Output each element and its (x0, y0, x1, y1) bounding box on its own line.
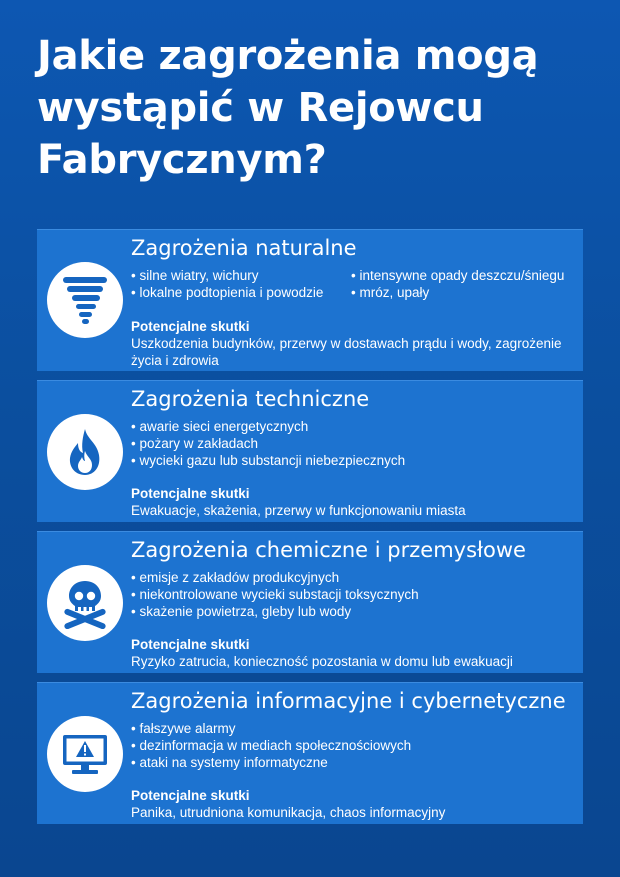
tornado-icon (61, 274, 109, 326)
effects-label: Potencjalne skutki (131, 637, 250, 652)
hazard-list (131, 569, 419, 620)
list-item: • emisje z zakładów produkcyjnych (131, 569, 419, 586)
skull-crossbones-icon (59, 577, 111, 629)
effects-label: Potencjalne skutki (131, 788, 250, 803)
list-item: • lokalne podtopienia i powodzie (131, 284, 323, 301)
list-item: • skażenie powietrza, gleby lub wody (131, 603, 419, 620)
skull-crossbones-icon-badge (47, 565, 123, 641)
hazard-list-col1 (131, 267, 323, 301)
list-item: • pożary w zakładach (131, 435, 405, 452)
tornado-icon-badge (47, 262, 123, 338)
effects-label: Potencjalne skutki (131, 486, 250, 501)
effects-text: Ryzyko zatrucia, konieczność pozostania w domu lub ewakuacji (131, 654, 513, 669)
list-item: • fałszywe alarmy (131, 720, 411, 737)
list-item: • wycieki gazu lub substancji niebezpiecznych (131, 452, 405, 469)
fire-icon-badge (47, 414, 123, 490)
page-title: Jakie zagrożenia mogą wystąpić w Rejowcu Fabrycznym? (37, 33, 539, 183)
hazard-list (131, 720, 411, 771)
card-title: Zagrożenia techniczne (131, 387, 370, 411)
card-cyber-hazards (37, 682, 583, 824)
card-chemical-hazards (37, 531, 583, 673)
list-item: • dezinformacja w mediach społecznościowych (131, 737, 411, 754)
effects-label: Potencjalne skutki (131, 319, 250, 334)
fire-icon (63, 427, 107, 477)
list-item: • intensywne opady deszczu/śniegu (351, 267, 564, 284)
list-item: • awarie sieci energetycznych (131, 418, 405, 435)
monitor-warning-icon (60, 732, 110, 776)
hazard-list (131, 418, 405, 469)
card-natural-hazards (37, 229, 583, 371)
effects-text: Uszkodzenia budynków, przerwy w dostawach prądu i wody, zagrożenie życia i zdrowia (131, 336, 562, 368)
hazard-list-col2 (351, 267, 564, 301)
effects-text: Ewakuacje, skażenia, przerwy w funkcjonowaniu miasta (131, 503, 466, 518)
card-title: Zagrożenia chemiczne i przemysłowe (131, 538, 526, 562)
card-title: Zagrożenia informacyjne i cybernetyczne (131, 689, 566, 713)
card-title: Zagrożenia naturalne (131, 236, 357, 260)
monitor-warning-icon-badge (47, 716, 123, 792)
list-item: • niekontrolowane wycieki substacji toksycznych (131, 586, 419, 603)
card-technical-hazards (37, 380, 583, 522)
list-item: • ataki na systemy informatyczne (131, 754, 411, 771)
effects-text: Panika, utrudniona komunikacja, chaos informacyjny (131, 805, 446, 820)
list-item: • mróz, upały (351, 284, 564, 301)
list-item: • silne wiatry, wichury (131, 267, 323, 284)
